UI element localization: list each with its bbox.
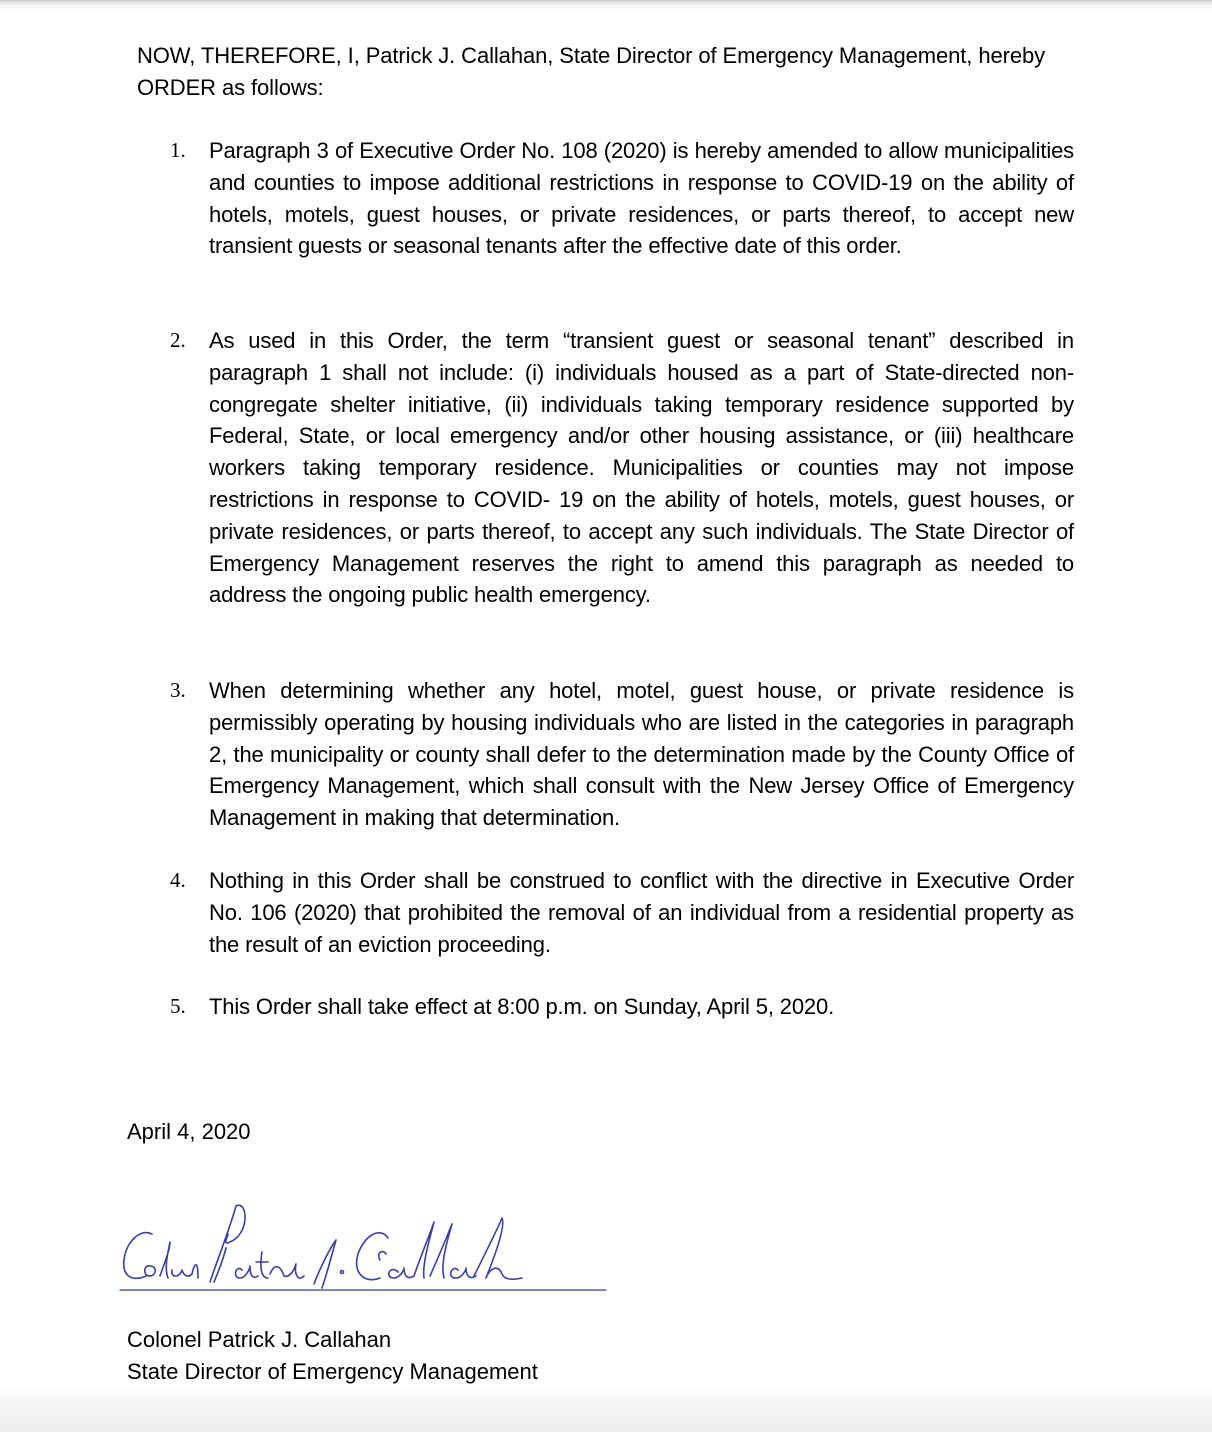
- order-item: [170, 325, 1074, 611]
- signer-title: State Director of Emergency Management: [127, 1359, 538, 1384]
- order-item-number: 2.: [170, 328, 186, 352]
- order-item-number: 5.: [170, 994, 186, 1018]
- order-item-text: Paragraph 3 of Executive Order No. 108 (2020) is hereby amended to allow municipalities and counties to impose additional restrictions in response to COVID-19 on the ability of hotels, motels, guest houses, or private residences, or parts thereof, to accept new transient guests or seasonal tenants after the effective date of this order.: [209, 138, 1074, 259]
- order-item-text: Nothing in this Order shall be construed to conflict with the directive in Executive Order No. 106 (2020) that prohibited the removal of an individual from a residential property as the result of an eviction proceeding.: [209, 868, 1074, 957]
- order-item-text: As used in this Order, the term “transient guest or seasonal tenant” described in paragraph 1 shall not include: (i) individuals housed as a part of State-directed non-congregate shelter initiative, (ii) individuals taking temporary residence supported by Federal, State, or local emergency and/or other housing assistance, or (iii) healthcare workers taking temporary residence. Municipalities or counties may not impose restrictions in response to COVID- 19 on the ability of hotels, motels, guest houses, or private residences, or parts thereof, to accept any such individuals. The State Director of Emergency Management reserves the right to amend this paragraph as needed to address the ongoing public health emergency.: [209, 328, 1074, 608]
- order-item-number: 3.: [170, 678, 186, 702]
- order-item: [170, 865, 1074, 960]
- signing-date: April 4, 2020: [127, 1119, 251, 1144]
- order-item-text: This Order shall take effect at 8:00 p.m. on Sunday, April 5, 2020.: [209, 994, 835, 1019]
- order-item: [170, 991, 1074, 1023]
- signature-icon: [118, 1198, 608, 1298]
- order-item-number: 1.: [170, 138, 186, 162]
- signer-name: Colonel Patrick J. Callahan: [127, 1327, 392, 1352]
- page-bottom-edge-shadow: [0, 1386, 1212, 1432]
- order-item-text: When determining whether any hotel, motel, guest house, or private residence is permissibly operating by housing individuals who are listed in the categories in paragraph 2, the municipality or county shall defer to the determination made by the County Office of Emergency Management, which shall consult with the New Jersey Office of Emergency Management in making that determination.: [209, 678, 1074, 831]
- order-item-number: 4.: [170, 868, 186, 892]
- order-intro: NOW, THEREFORE, I, Patrick J. Callahan, State Director of Emergency Management, hereby ORDER as follows:: [137, 43, 1045, 100]
- order-item: [170, 675, 1074, 834]
- order-item: [170, 135, 1074, 262]
